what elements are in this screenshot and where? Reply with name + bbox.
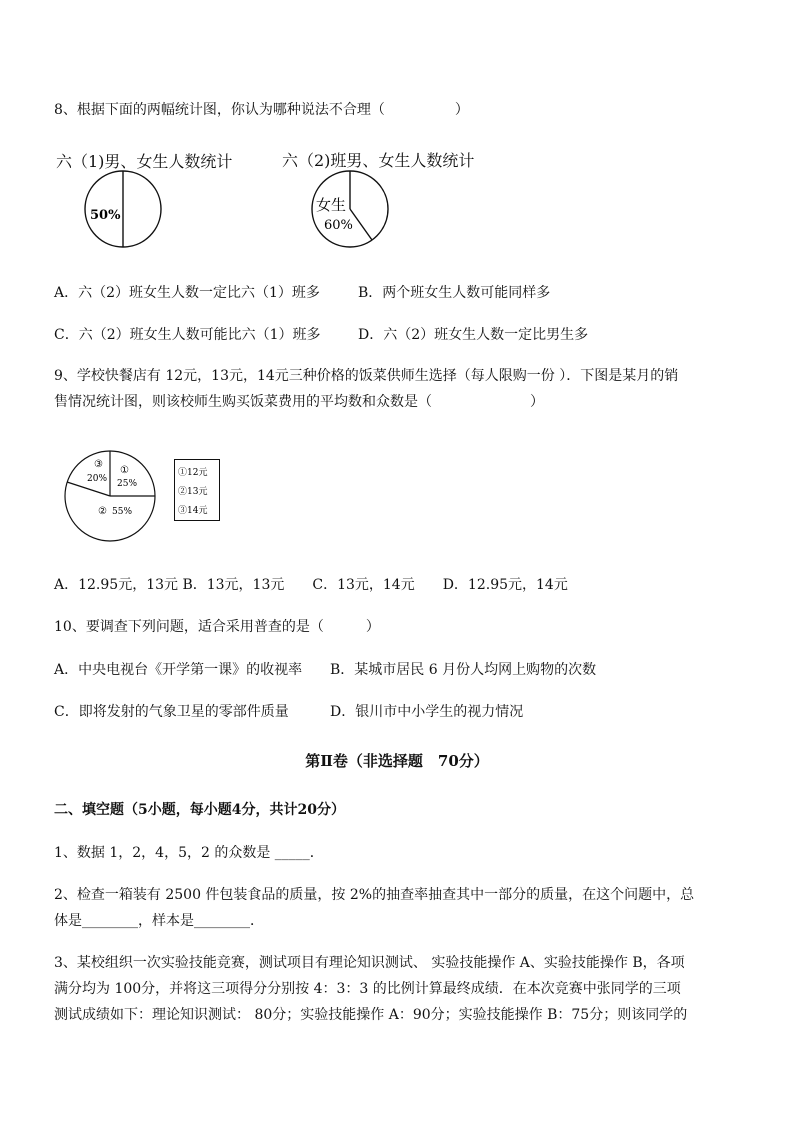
q9-slice3-pct: 20%	[87, 474, 108, 484]
chart2-pie	[306, 168, 396, 252]
chart2-title: 六（2)班男、女生人数统计	[282, 151, 475, 170]
question-8-stem: 8、根据下面的两幅统计图，你认为哪种说法不合理（ ）	[54, 102, 469, 118]
q9-pie-chart	[60, 446, 160, 546]
fill-question-3-line1: 3、某校组织一次实验技能竞赛，测试项目有理论知识测试、 实验技能操作 A、实验技能操作 B，各项	[54, 955, 685, 971]
fill-question-3-line3: 测试成绩如下：理论知识测试： 80分；实验技能操作 A：90分；实验技能操作 B：75分；则该同学的	[54, 1007, 688, 1023]
chart2-pie-label-name: 女生	[316, 196, 347, 214]
q10-option-b: B．某城市居民 6 月份人均网上购物的次数	[330, 662, 597, 678]
chart1-title: 六（1)男、女生人数统计	[56, 152, 233, 171]
fill-blank-heading: 二、填空题（5小题，每小题4分，共计20分）	[54, 802, 345, 818]
q10-option-c: C．即将发射的气象卫星的零部件质量	[54, 704, 289, 720]
chart2-pie-label-pct: 60%	[324, 218, 353, 233]
question-9-stem-line1: 9、学校快餐店有 12元，13元，14元三种价格的饭菜供师生选择（每人限购一份 ）．下图是某月的销	[54, 368, 679, 384]
fill-question-3-line2: 满分均为 100分，并将这三项得分分别按 4：3：3 的比例计算最终成绩．在本次竞赛中张同学的三项	[54, 981, 681, 997]
q8-option-c: C．六（2）班女生人数可能比六（1）班多	[54, 327, 321, 343]
q9-slice2-num: ②	[98, 506, 107, 517]
q9-slice1-pct: 25%	[117, 479, 138, 489]
chart1-pie-label: 50%	[90, 208, 121, 223]
chart1-pie	[78, 168, 168, 252]
q8-option-d: D．六（2）班女生人数一定比男生多	[358, 327, 589, 343]
q9-legend-item-3: ③14元	[178, 506, 208, 516]
q10-option-d: D．银川市中小学生的视力情况	[330, 704, 524, 720]
q8-option-a: A．六（2）班女生人数一定比六（1）班多	[54, 285, 320, 301]
q9-options: A．12.95元，13元 B．13元，13元 C．13元，14元 D．12.95元，14元	[54, 577, 568, 593]
q8-option-b: B．两个班女生人数可能同样多	[358, 285, 551, 301]
part2-title: 第Ⅱ卷（非选择题 70分）	[305, 752, 489, 770]
q9-slice3-num: ③	[94, 459, 103, 470]
q9-slice2-pct: 55%	[112, 507, 133, 517]
question-9-stem-line2: 售情况统计图，则该校师生购买饭菜费用的平均数和众数是（ ）	[54, 394, 544, 410]
fill-question-1: 1、数据 1，2，4，5，2 的众数是 _____．	[54, 845, 324, 861]
question-10-stem: 10、要调查下列问题，适合采用普查的是（ ）	[54, 619, 380, 635]
q9-legend-item-2: ②13元	[178, 487, 208, 497]
fill-question-2-line1: 2、检查一箱装有 2500 件包装食品的质量，按 2%的抽查率抽查其中一部分的质量，在这个问题中，总	[54, 887, 695, 903]
q10-option-a: A．中央电视台《开学第一课》的收视率	[54, 662, 303, 678]
q9-legend-item-1: ①12元	[178, 468, 208, 478]
q9-legend	[174, 459, 220, 521]
q9-slice1-num: ①	[120, 465, 129, 476]
fill-question-2-line2: 体是________，样本是________．	[54, 913, 264, 929]
